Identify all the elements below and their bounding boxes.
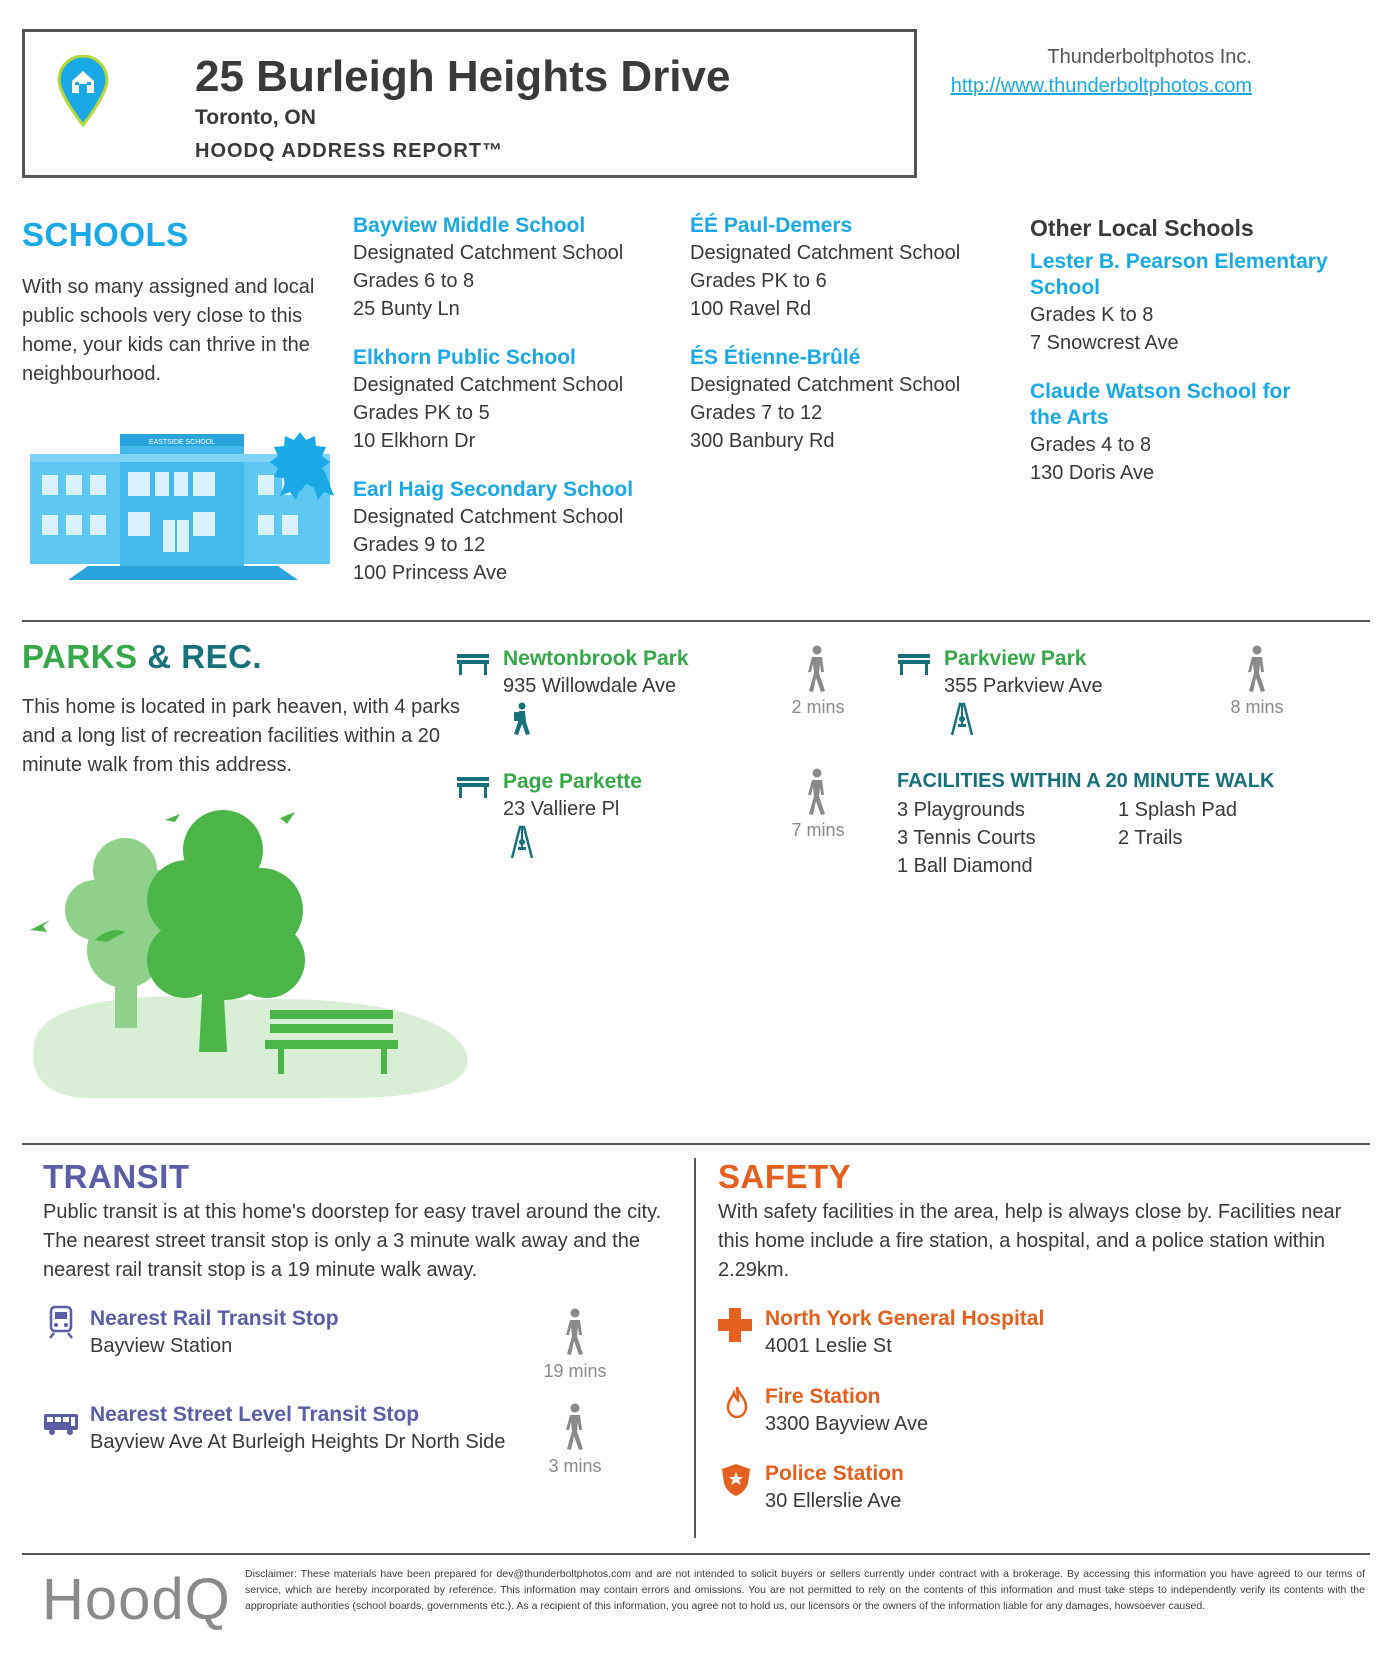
school-entry[interactable] — [1030, 249, 1350, 357]
walking-person-icon — [1242, 645, 1272, 693]
facilities-col-1 — [897, 796, 1036, 880]
walk-time: 3 mins — [548, 1456, 602, 1476]
walk-time: 2 mins — [791, 697, 845, 717]
school-name[interactable]: Earl Haig Secondary School — [353, 478, 634, 501]
transit-stop-title[interactable]: Nearest Street Level Transit Stop — [90, 1403, 420, 1426]
disclaimer-text: Disclaimer: These materials have been prepared for dev@thunderboltphotos.com and are not intended to solicit buyers or sellers currently under contract with a brokerage. By accessing this information you have agreed to our terms of service, which are hereby incorporated by reference. This information may contain errors and omissions. You are not permitted to rely on the contents of this information and must take steps to independently verify its contents with the appropriate authorities (school boards, governments etc.). As a recipient of this information, you agree not to hold us, our licensors or the owners of the information liable for any damages, howsoever caused. — [245, 1568, 1365, 1612]
school-entry[interactable] — [353, 345, 673, 455]
school-address: 7 Snowcrest Ave — [1030, 332, 1179, 354]
bus-icon — [43, 1412, 79, 1436]
school-name[interactable]: Lester B. Pearson Elementary — [1030, 250, 1328, 273]
school-building-illustration — [28, 420, 348, 580]
school-type: Designated Catchment School — [353, 242, 624, 264]
parks-title-b: & REC. — [147, 638, 263, 675]
transit-description: Public transit is at this home's doorstep for easy travel around the city. The nearest street transit stop is only a 3 minute walk away and the nearest rail transit stop is a 19 minute walk away. — [43, 1201, 662, 1281]
school-name[interactable]: Elkhorn Public School — [353, 346, 576, 369]
transit-stop-title[interactable]: Nearest Rail Transit Stop — [90, 1307, 339, 1330]
school-address: 10 Elkhorn Dr — [353, 430, 476, 452]
schools-description: With so many assigned and local public schools very close to this home, your kids can thrive in the neighbourhood. — [22, 276, 315, 385]
school-grades: Grades PK to 6 — [690, 270, 827, 292]
transit-stop-place: Bayview Ave At Burleigh Heights Dr North Side — [90, 1431, 506, 1453]
park-address: 355 Parkview Ave — [944, 675, 1103, 697]
fire-icon — [726, 1385, 748, 1419]
park-address: 23 Valliere Pl — [503, 798, 620, 820]
divider — [22, 1143, 1370, 1145]
transit-title: TRANSIT — [43, 1158, 190, 1195]
school-grades: Grades 4 to 8 — [1030, 434, 1152, 456]
school-type: Designated Catchment School — [690, 374, 961, 396]
school-entry[interactable] — [353, 213, 673, 323]
park-name[interactable]: Page Parkette — [503, 770, 642, 793]
safety-name[interactable]: Fire Station — [765, 1385, 881, 1408]
school-name[interactable]: ÉÉ Paul-Demers — [690, 214, 853, 237]
walk-time: 19 mins — [543, 1361, 607, 1381]
park-entry[interactable] — [944, 646, 1103, 700]
school-col-2 — [690, 213, 1000, 455]
school-entry[interactable] — [1030, 379, 1350, 487]
school-sign-label: EASTSIDE SCHOOL — [148, 439, 216, 446]
facility-item: 1 Ball Diamond — [897, 855, 1033, 877]
bench-icon — [897, 652, 931, 676]
train-icon — [48, 1305, 74, 1339]
facility-item: 1 Splash Pad — [1118, 799, 1237, 821]
school-grades: Grades K to 8 — [1030, 304, 1154, 326]
safety-address: 30 Ellerslie Ave — [765, 1490, 902, 1512]
divider — [22, 620, 1370, 622]
park-entry[interactable] — [503, 769, 642, 823]
safety-name[interactable]: North York General Hospital — [765, 1307, 1045, 1330]
safety-description: With safety facilities in the area, help is always close by. Facilities near this home include a fire station, a hospital, and a police station within 2.29km. — [718, 1201, 1342, 1281]
school-entry[interactable] — [690, 345, 1000, 455]
divider — [22, 1553, 1370, 1555]
walking-person-icon — [802, 645, 832, 693]
facility-item: 2 Trails — [1118, 827, 1183, 849]
park-entry[interactable] — [503, 646, 689, 700]
school-address: 100 Princess Ave — [353, 562, 508, 584]
page-title: 25 Burleigh Heights Drive — [195, 52, 731, 101]
safety-entry[interactable] — [765, 1306, 1044, 1360]
home-pin-icon — [56, 55, 110, 127]
walking-person-icon — [802, 768, 832, 816]
swing-icon — [508, 825, 536, 859]
transit-stop-place: Bayview Station — [90, 1335, 233, 1357]
parks-title-a: PARKS — [22, 638, 138, 675]
walking-person-icon — [560, 1308, 590, 1356]
school-address: 130 Doris Ave — [1030, 462, 1155, 484]
police-badge-icon — [721, 1463, 751, 1497]
schools-title: SCHOOLS — [22, 216, 189, 253]
school-name-cont[interactable]: the Arts — [1030, 406, 1109, 429]
park-illustration — [25, 800, 475, 1100]
park-name[interactable]: Newtonbrook Park — [503, 647, 689, 670]
school-name[interactable]: ÉS Étienne-Brûlé — [690, 346, 861, 369]
school-address: 300 Banbury Rd — [690, 430, 835, 452]
vertical-divider — [694, 1158, 696, 1538]
safety-title: SAFETY — [718, 1158, 852, 1195]
walk-time: 7 mins — [791, 820, 845, 840]
swing-icon — [948, 702, 976, 736]
park-address: 935 Willowdale Ave — [503, 675, 677, 697]
walk-time: 8 mins — [1230, 697, 1284, 717]
school-grades: Grades 6 to 8 — [353, 270, 475, 292]
school-name[interactable]: Bayview Middle School — [353, 214, 586, 237]
school-address: 100 Ravel Rd — [690, 298, 812, 320]
school-entry[interactable] — [690, 213, 1000, 323]
safety-entry[interactable] — [765, 1384, 928, 1438]
facilities-title: FACILITIES WITHIN A 20 MINUTE WALK — [897, 770, 1275, 792]
other-schools-title: Other Local Schools — [1030, 215, 1254, 241]
safety-address: 4001 Leslie St — [765, 1335, 892, 1357]
bench-icon — [456, 775, 490, 799]
report-label: HOODQ ADDRESS REPORT™ — [195, 140, 504, 162]
safety-name[interactable]: Police Station — [765, 1462, 904, 1485]
school-name[interactable]: Claude Watson School for — [1030, 380, 1291, 403]
school-col-1 — [353, 213, 673, 587]
walking-person-icon — [560, 1403, 590, 1451]
safety-entry[interactable] — [765, 1461, 904, 1515]
hospital-cross-icon — [717, 1307, 753, 1343]
facility-item: 3 Tennis Courts — [897, 827, 1036, 849]
facilities-col-2 — [1118, 796, 1237, 852]
school-type: Designated Catchment School — [353, 506, 624, 528]
hoodq-logo: HoodQ — [42, 1567, 231, 1632]
school-type: Designated Catchment School — [690, 242, 961, 264]
safety-address: 3300 Bayview Ave — [765, 1413, 929, 1435]
hiker-icon — [510, 702, 532, 736]
school-name-cont[interactable]: School — [1030, 276, 1101, 299]
other-schools — [1030, 213, 1350, 487]
city-label: Toronto, ON — [195, 106, 316, 129]
parks-title — [22, 638, 262, 676]
company-name: Thunderboltphotos Inc. — [1047, 46, 1252, 68]
transit-entry[interactable] — [90, 1402, 505, 1456]
school-grades: Grades 7 to 12 — [690, 402, 823, 424]
facility-item: 3 Playgrounds — [897, 799, 1025, 821]
company-link[interactable]: http://www.thunderboltphotos.com — [950, 75, 1252, 97]
school-grades: Grades 9 to 12 — [353, 534, 486, 556]
school-grades: Grades PK to 5 — [353, 402, 490, 424]
transit-entry[interactable] — [90, 1306, 339, 1360]
parks-description: This home is located in park heaven, with 4 parks and a long list of recreation facilities within a 20 minute walk from this address. — [22, 696, 460, 776]
park-name[interactable]: Parkview Park — [944, 647, 1087, 670]
school-address: 25 Bunty Ln — [353, 298, 460, 320]
school-entry[interactable] — [353, 477, 673, 587]
school-type: Designated Catchment School — [353, 374, 624, 396]
bench-icon — [456, 652, 490, 676]
